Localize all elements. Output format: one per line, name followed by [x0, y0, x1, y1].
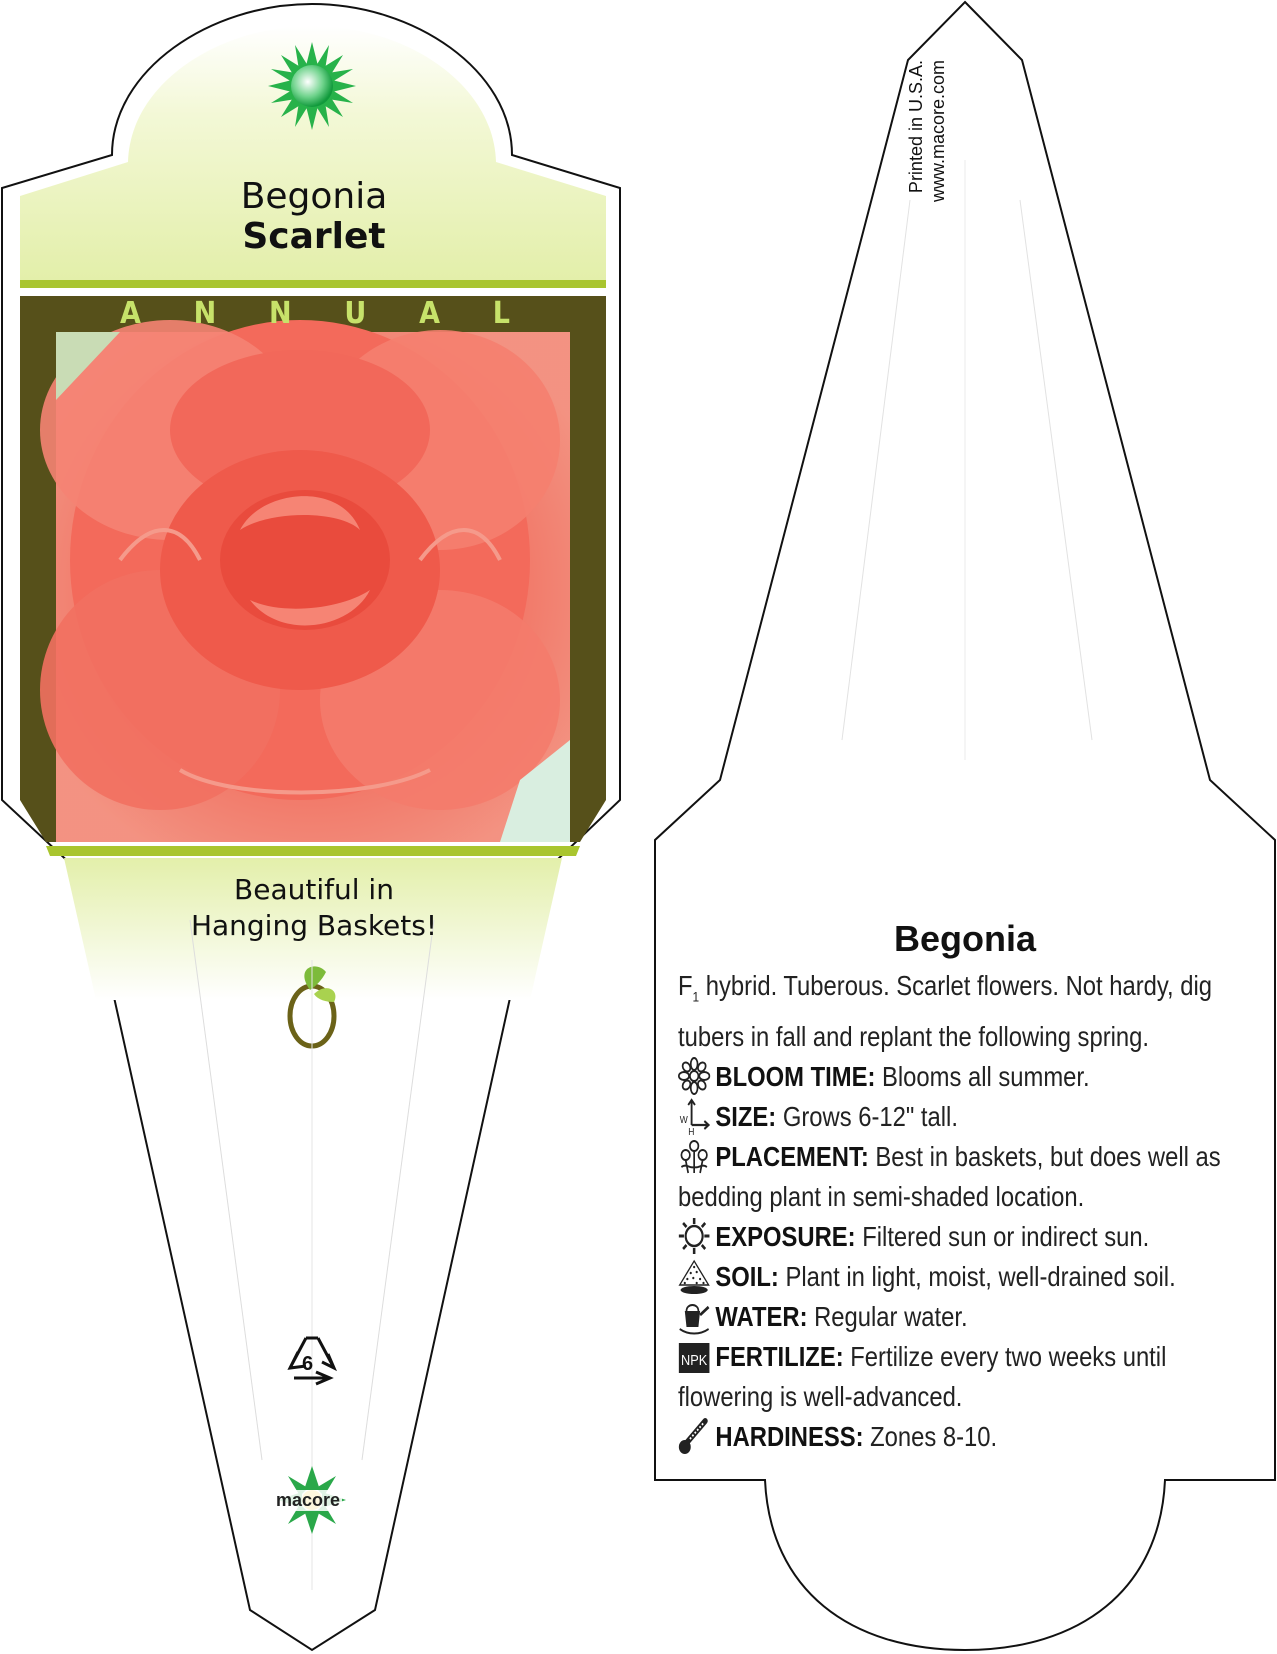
plant-care-info [678, 966, 1222, 1457]
sun-icon [678, 1217, 710, 1255]
category-label [120, 296, 510, 331]
sun-logo-icon [268, 42, 356, 130]
care-item-bloom-time: BLOOM TIME: Blooms all summer. [678, 1057, 1222, 1097]
plant-name: Begonia [240, 176, 388, 217]
category-letter: N [269, 296, 292, 331]
watering-can-icon [678, 1297, 710, 1335]
category-letter: N [193, 296, 217, 331]
website-line: www.macore.com [928, 60, 948, 203]
brand-name: macore [276, 1490, 341, 1510]
category-letter: A [419, 296, 441, 331]
care-item-size: W H SIZE: Grows 6-12" tall. [678, 1097, 1222, 1137]
care-item-placement: PLACEMENT: Best in baskets, but does well as [678, 1137, 1222, 1177]
category-letter: L [492, 296, 510, 331]
category-letter: A [120, 296, 141, 331]
care-item-continuation: bedding plant in semi-shaded location. [678, 1180, 1085, 1212]
care-item-fertilize: NPK FERTILIZE: Fertilize every two weeks until [678, 1337, 1222, 1377]
npk-icon [678, 1337, 710, 1375]
flower-icon [678, 1057, 710, 1095]
svg-text:NPK: NPK [681, 1350, 708, 1368]
intro-line: tubers in fall and replant the following spring. [678, 1020, 1149, 1052]
care-item-exposure: EXPOSURE: Filtered sun or indirect sun. [678, 1217, 1222, 1257]
soil-icon [678, 1257, 710, 1295]
svg-text:H: H [688, 1125, 695, 1135]
thermometer-icon [678, 1417, 710, 1455]
care-item-hardiness: HARDINESS: Zones 8-10. [678, 1417, 1222, 1457]
care-item-soil: SOIL: Plant in light, moist, well-drained soil. [678, 1257, 1222, 1297]
begonia-photo [40, 320, 570, 842]
size-arrows-icon [678, 1097, 710, 1135]
care-item-water: WATER: Regular water. [678, 1297, 1222, 1337]
svg-text:W: W [679, 1113, 688, 1125]
printed-line: Printed in U.S.A. [906, 60, 926, 194]
plant-variety: Scarlet [242, 216, 386, 257]
category-letter: U [344, 296, 367, 331]
tagline [14, 872, 614, 944]
back-title: Begonia [893, 918, 1036, 959]
tagline-line: Hanging Baskets! [190, 909, 438, 942]
plants-icon [678, 1137, 710, 1175]
tagline-line: Beautiful in [234, 873, 394, 906]
intro-line: $F_1$ hybrid. Tuberous. Scarlet flowers. Not hardy, dig [678, 970, 1212, 1005]
care-item-continuation: flowering is well-advanced. [678, 1380, 963, 1412]
recycle-number: 6 [302, 1353, 314, 1375]
